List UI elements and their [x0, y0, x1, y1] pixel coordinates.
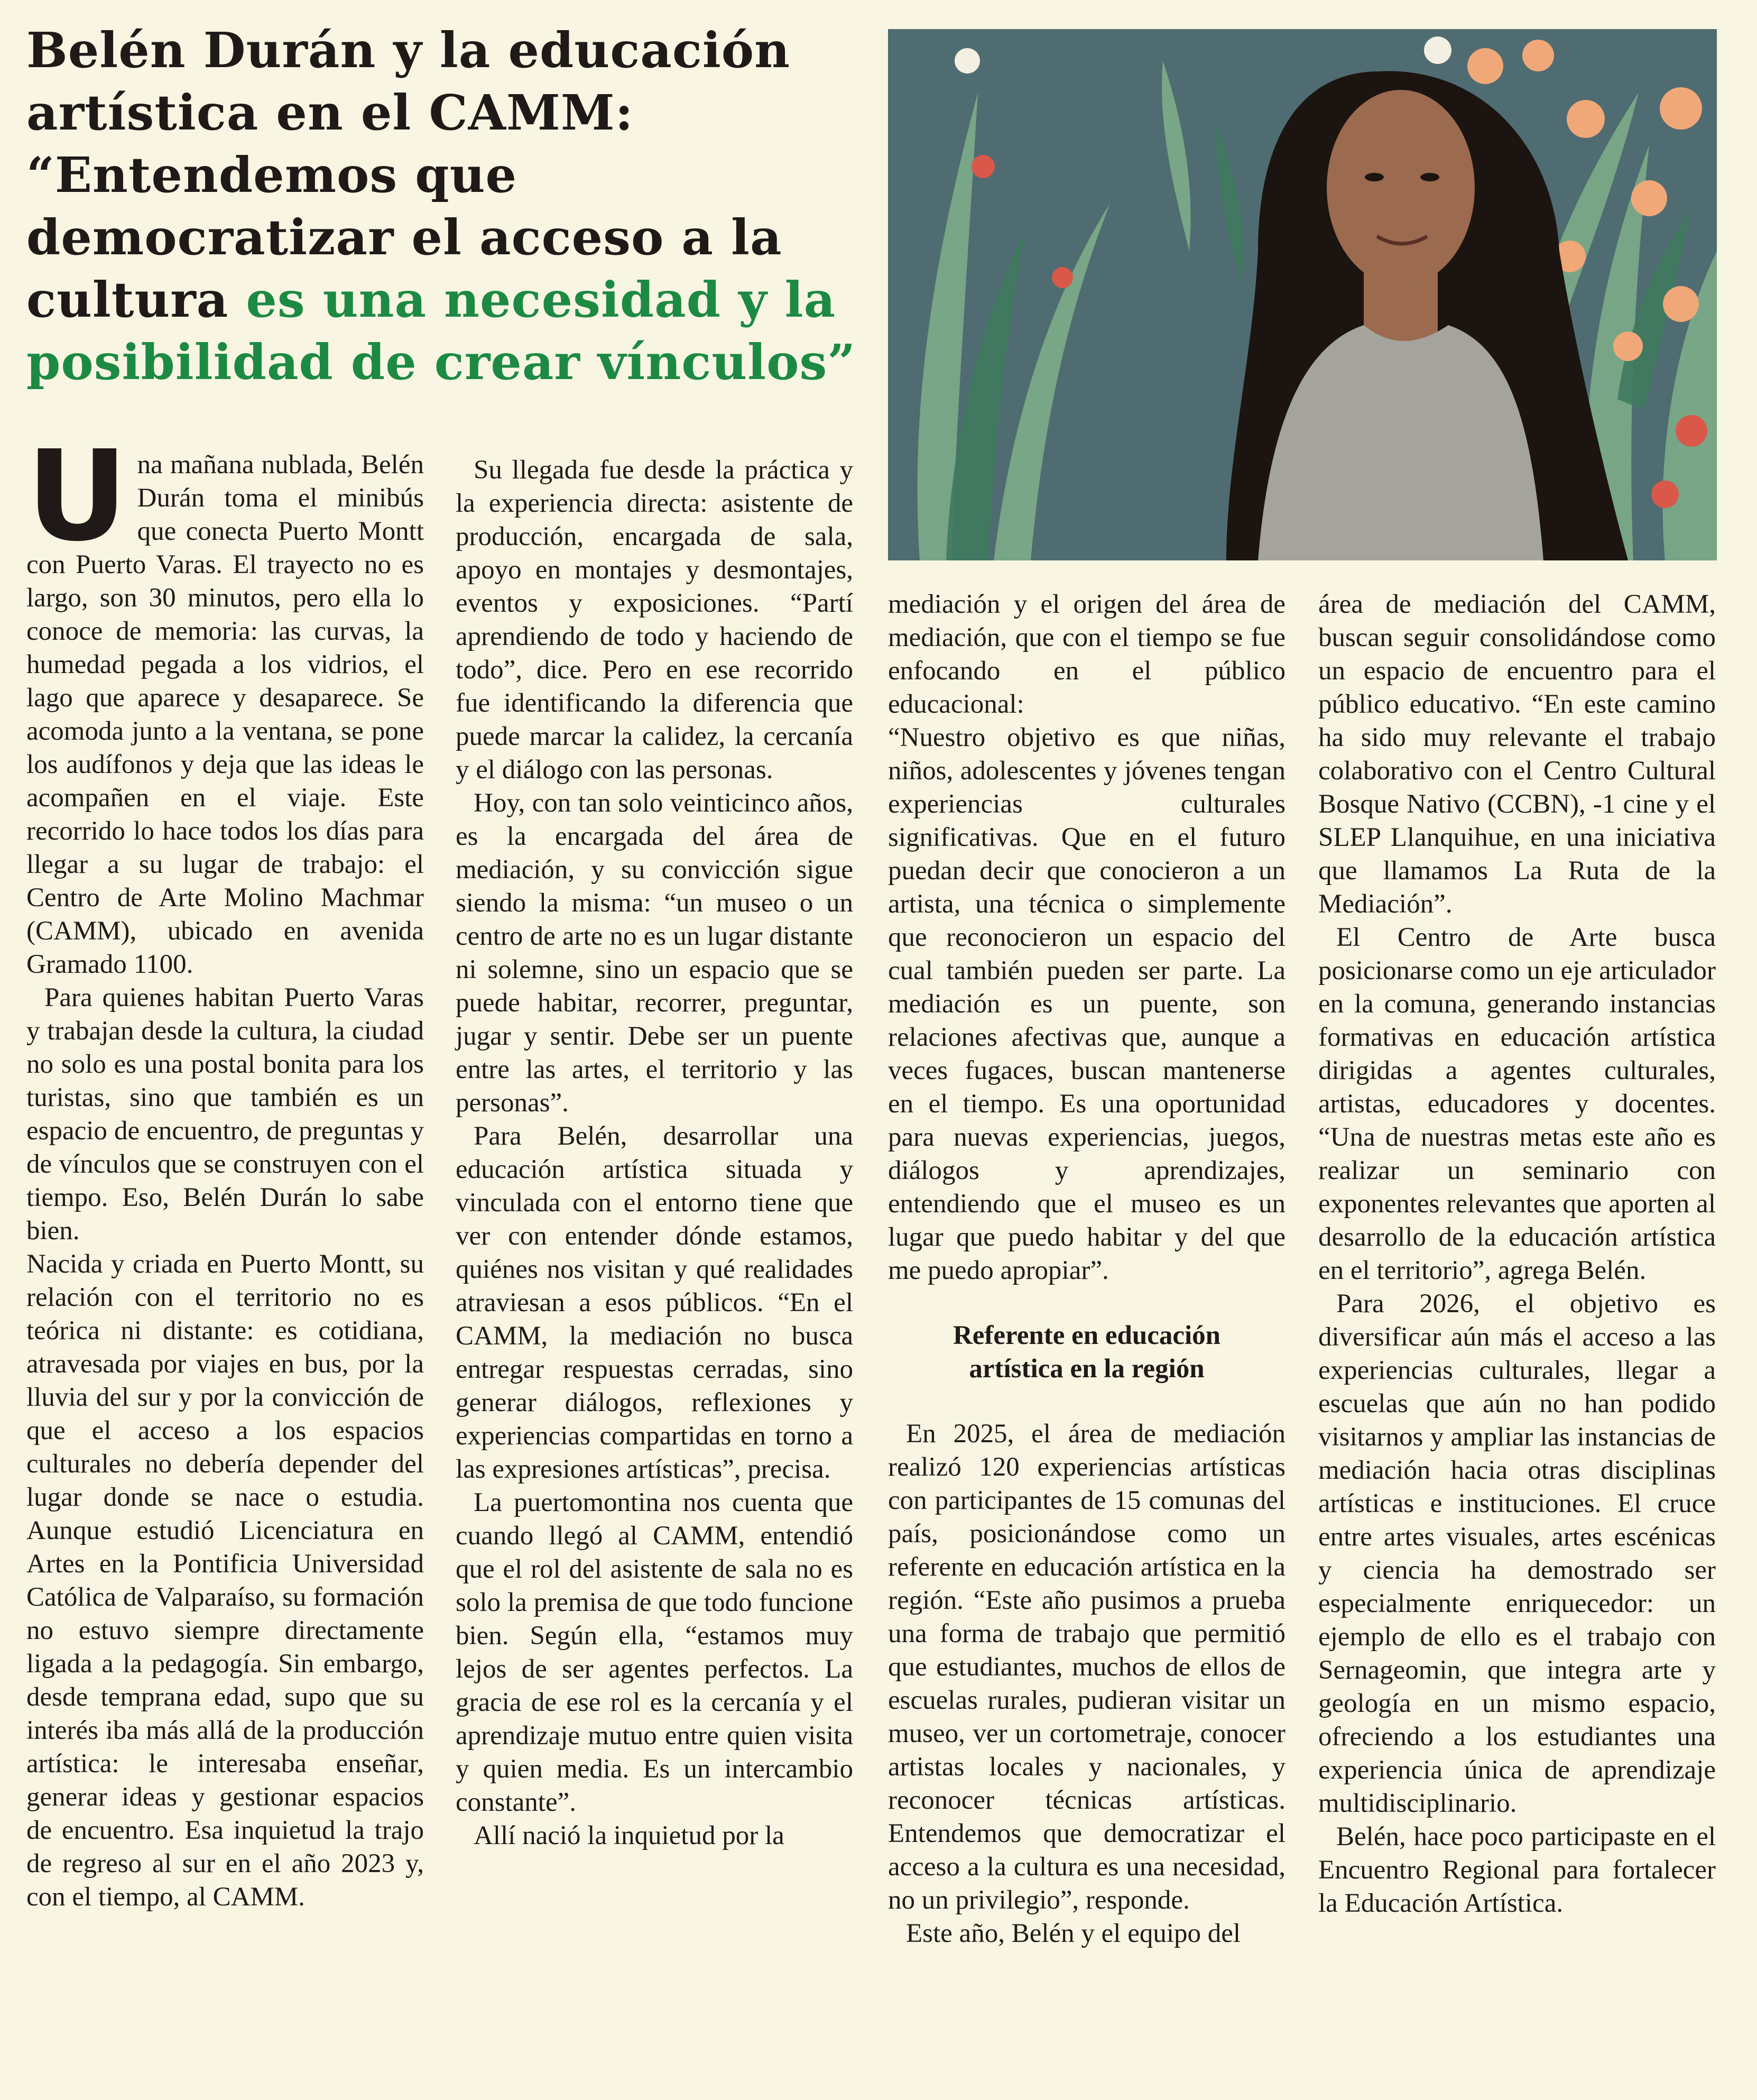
col2-para-4: La puertomontina nos cuenta que cuando llegó al CAMM, entendió que el rol del asistente de sala no es solo la premisa de que todo funcione bien. Según ella, “estamos muy lejos de ser agentes perfectos. La gracia de ese rol es la cercanía y el aprendizaje mutuo entre quien visita y quien media. Es un intercambio constante”. [456, 1488, 853, 1817]
article-column-1 [26, 423, 424, 2082]
col1-para-2: Para quienes habitan Puerto Varas y trabajan desde la cultura, la ciudad no solo es una postal bonita para los turistas, sino que también es un espacio de encuentro, de preguntas y de vínculos que se construyen con el tiempo. Eso, Belén Durán lo sabe bien. [26, 983, 424, 1246]
col1-para-3: Nacida y criada en Puerto Montt, su relación con el territorio no es teórica ni distante: es cotidiana, atravesada por viajes en bus, por la lluvia del sur y por la convicción de que el acceso a los espacios culturales no debería depender del lugar donde se nace o estudia. Aunque estudió Licenciatura en Artes en la Pontificia Universidad Católica de Valparaíso, su formación no estuvo siempre directamente ligada a la pedagogía. Sin embargo, desde temprana edad, supo que su interés iba más allá de la producción artística: le interesaba enseñar, generar ideas y gestionar espacios de encuentro. Esa inquietud la trajo de regreso al sur en el año 2023 y, con el tiempo, al CAMM. [26, 1249, 424, 1912]
col4-para-2: El Centro de Arte busca posicionarse como un eje articulador en la comuna, generando instancias formativas en educación artística dirigidas a agentes culturales, artistas, educadores y docentes. “Una de nuestras metas este año es realizar un seminario con exponentes relevantes que aporten al desarrollo de la educación artística en el territorio”, agrega Belén. [1318, 923, 1716, 1285]
col2-para-3: Para Belén, desarrollar una educación artística situada y vinculada con el entorno tiene que ver con entender dónde estamos, quiénes nos visitan y qué realidades atraviesan a esos públicos. “En el CAMM, la mediación no busca entregar respuestas cerradas, sino generar diálogos, reflexiones y experiencias compartidas en torno a las expresiones artísticas”, precisa. [456, 1121, 853, 1484]
col2-para-1: Su llegada fue desde la práctica y la experiencia directa: asistente de producción, encargada de sala, apoyo en montajes y desmontajes, eventos y exposiciones. “Partí aprendiendo de todo y haciendo de todo”, dice. Pero en ese recorrido fue identificando la diferencia que puede marcar la calidez, la cercanía y el diálogo con las personas. [456, 455, 853, 785]
article-column-4 [1318, 588, 1716, 2082]
face-shape [1327, 90, 1475, 285]
drop-cap: U [26, 423, 128, 569]
col4-para-4: Belén, hace poco participaste en el Encuentro Regional para fortalecer la Educación Artística. [1318, 1822, 1716, 1918]
col4-para-3: Para 2026, el objetivo es diversificar aún más el acceso a las experiencias culturales, llegar a escuelas que aún no han podido visitarnos y ampliar las instancias de mediación hacia otras disciplinas artísticas e instituciones. El cruce entre artes visuales, artes escénicas y ciencia ha demostrado ser especialmente enriquecedor: un ejemplo de ello es el trabajo con Sernageomin, que integra arte y geología en un mismo espacio, ofreciendo a los estudiantes una experiencia única de aprendizaje multidisciplinario. [1318, 1289, 1716, 1818]
col3-para-3: En 2025, el área de mediación realizó 120 experiencias artísticas con participantes de 15 comunas del país, posicionándose como un referente en educación artística en la región. “Este año pusimos a prueba una forma de trabajo que permitió que estudiantes, muchos de ellos de escuelas rurales, pudieran visitar un museo, ver un cortometraje, conocer artistas locales y nacionales, y reconocer técnicas artísticas. Entendemos que democratizar el acceso a la cultura es una necesidad, no un privilegio”, responde. [888, 1419, 1286, 1915]
section-subheading: Referente en educación artística en la región [953, 1321, 1221, 1384]
headline [26, 19, 872, 393]
col2-para-5: Allí nació la inquietud por la [474, 1821, 784, 1850]
eye-left [1365, 173, 1384, 181]
portrait-illustration [888, 29, 1717, 560]
col3-para-2: “Nuestro objetivo es que niñas, niños, adolescentes y jóvenes tengan experiencias culturales significativas. Que en el futuro puedan decir que conocieron a un artista, una técnica o simplemente que reconocieron un espacio del cual también pueden ser parte. La mediación es un puente, son relaciones afectivas que, aunque a veces fugaces, buscan mantenerse en el tiempo. Es una oportunidad para nuevas experiencias, juegos, diálogos y aprendizajes, entendiendo que el museo es un lugar que puedo habitar y del que me puedo apropiar”. [888, 723, 1286, 1285]
portrait-photo [888, 29, 1717, 560]
eye-right [1420, 173, 1439, 181]
headline-highlight: es una necesidad y la posibilidad de crear vínculos” [26, 271, 856, 391]
col3-para-1: mediación y el origen del área de mediación, que con el tiempo se fue enfocando en el público educacional: [888, 590, 1286, 719]
article-column-3 [888, 588, 1286, 2082]
col2-para-2: Hoy, con tan solo veinticinco años, es la encargada del área de mediación, y su convicción sigue siendo la misma: “un museo o un centro de arte no es un lugar distante ni solemne, sino un espacio que se puede habitar, recorrer, preguntar, jugar y sentir. Debe ser un puente entre las artes, el territorio y las personas”. [456, 788, 853, 1118]
article-column-2 [456, 454, 853, 2082]
col3-para-4: Este año, Belén y el equipo del [906, 1919, 1241, 1948]
headline-main: Belén Durán y la educación artística en el CAMM: “Entendemos que democratizar el acceso a la cultura [26, 22, 791, 328]
col1-para-1: na mañana nublada, Belén Durán toma el minibús que conecta Puerto Montt con Puerto Varas. El trayecto no es largo, son 30 minutos, pero ella lo conoce de memoria: las curvas, la humedad pegada a los vidrios, el lago que aparece y desaparece. Se acomoda junto a la ventana, se pone los audífonos y deja que las ideas le acompañen en el viaje. Este recorrido lo hace todos los días para llegar a su lugar de trabajo: el Centro de Arte Molino Machmar (CAMM), ubicado en avenida Gramado 1100. [26, 450, 424, 979]
col4-para-1: área de mediación del CAMM, buscan seguir consolidándose como un espacio de encuentro para el público educativo. “En este camino ha sido muy relevante el trabajo colaborativo con el Centro Cultural Bosque Nativo (CCBN), -1 cine y el SLEP Llanquihue, en una iniciativa que llamamos La Ruta de la Mediación”. [1318, 590, 1716, 919]
